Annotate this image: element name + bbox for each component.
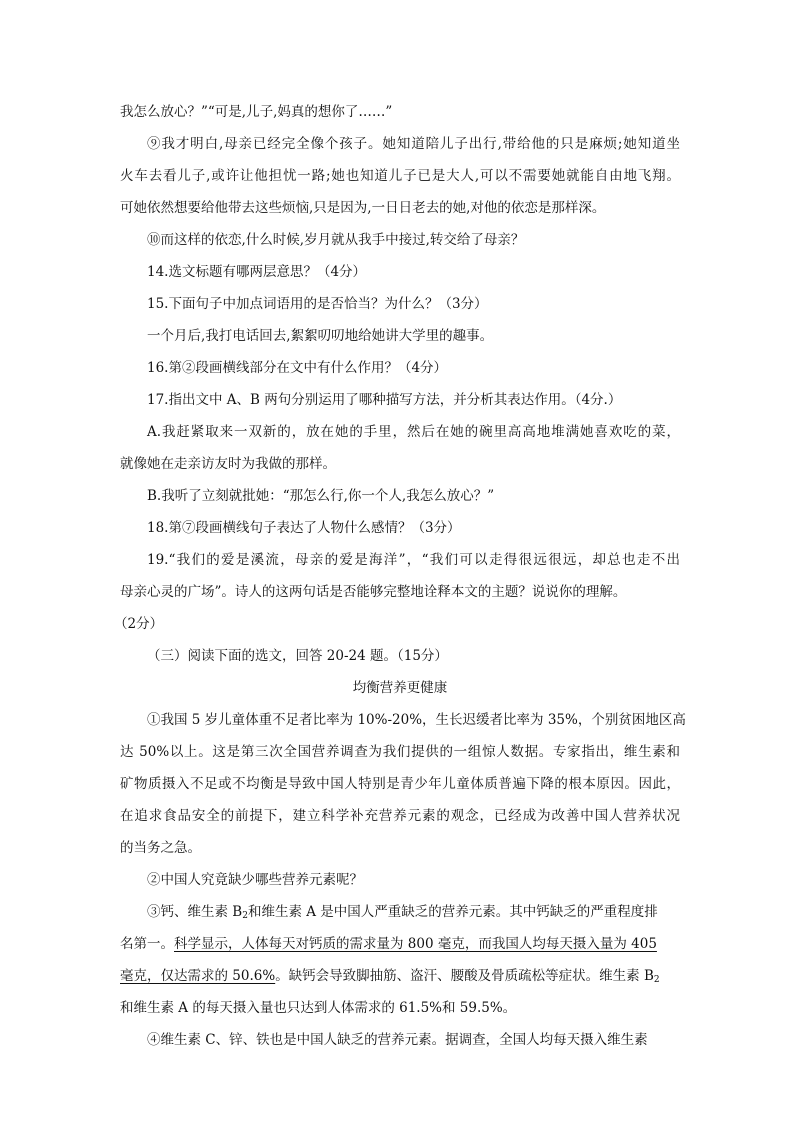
article-p3-line-4: 和维生素 A 的每天摄入量也只达到人体需求的 61.5%和 59.5%。	[120, 1000, 517, 1016]
subscript: 2	[242, 911, 248, 921]
article-p3-line-1	[120, 896, 680, 928]
article-p3-line-3	[120, 960, 680, 992]
question-15: 15.下面句子中加点词语用的是否恰当？为什么？（3分）	[147, 296, 488, 312]
article-p1-line-1: ①我国 5 岁儿童体重不足者比率为 10%-20%，生长迟缓者比率为 35%，个别贫困地区高	[147, 712, 686, 728]
article-title: 均衡营养更健康	[352, 680, 448, 696]
question-19-line-2: 母亲心灵的广场”。诗人的这两句话是否能够完整地诠释本文的主题？说说你的理解。	[120, 584, 627, 600]
question-17-b: B.我听了立刻就批她：“那怎么行,你一个人,我怎么放心？”	[147, 488, 495, 504]
article-p3-line-2	[120, 928, 680, 960]
paragraph-9-line-3: 可她依然想要给他带去这些烦恼,只是因为,一日日老去的她,对他的依恋是那样深。	[120, 200, 606, 216]
paragraph-9-line-2: 火车去看儿子,或许让他担忧一路;她也知道儿子已是大人,可以不需要她就能自由地飞翔。	[120, 168, 680, 184]
question-15-sentence: 一个月后,我打电话回去,絮絮叨叨地给她讲大学里的趣事。	[147, 328, 494, 344]
article-p1-line-3: 矿物质摄入不足或不均衡是导致中国人特别是青少年儿童体质普遍下降的根本原因。因此，	[120, 776, 680, 792]
paragraph-9-line-1: ⑨我才明白,母亲已经完全像个孩子。她知道陪儿子出行,带给他的只是麻烦;她知道坐	[147, 136, 680, 152]
question-19-score: （2分）	[114, 616, 164, 632]
question-18: 18.第⑦段画横线句子表达了人物什么感情？（3分）	[147, 520, 461, 536]
question-17: 17.指出文中 A、B 两句分别运用了哪种描写方法，并分析其表达作用。（4分.）	[147, 392, 622, 408]
document-page	[114, 96, 686, 1056]
article-p4-line-1: ④维生素 C、锌、铁也是中国人缺乏的营养元素。据调查，全国人均每天摄入维生素	[147, 1032, 648, 1048]
text-line: 我怎么放心？”“可是,儿子,妈真的想你了……”	[120, 104, 393, 120]
text-span: 。缺钙会导致脚抽筋、盗汗、腰酸及骨质疏松等症状。维生素 B	[275, 968, 654, 984]
subscript: 2	[653, 975, 660, 985]
text-span: ③钙、维生素 B	[147, 904, 243, 920]
article-p2: ②中国人究竟缺少哪些营养元素呢？	[147, 872, 363, 888]
article-p1-line-4: 在追求食品安全的前提下，建立科学补充营养元素的观念，已经成为改善中国人营养状况	[120, 808, 680, 824]
text-span: 名第一。	[120, 936, 174, 952]
paragraph-10: ⑩而这样的依恋,什么时候,岁月就从我手中接过,转交给了母亲？	[147, 232, 525, 248]
underlined-text: 毫克，仅达需求的 50.6%	[120, 968, 276, 984]
question-16: 16.第②段画横线部分在文中有什么作用？（4分）	[147, 360, 448, 376]
section-3-heading: （三）阅读下面的选文，回答 20-24 题。（15分）	[147, 648, 448, 664]
article-p1-line-5: 的当务之急。	[120, 840, 201, 856]
question-17-a-line-2: 就像她在走亲访友时为我做的那样。	[120, 456, 336, 472]
question-14: 14.选文标题有哪两层意思？（4分）	[147, 264, 367, 280]
article-p1-line-2: 达 50%以上。这是第三次全国营养调查为我们提供的一组惊人数据。专家指出，维生素和	[120, 744, 680, 760]
question-17-a-line-1: A.我赶紧取来一双新的，放在她的手里，然后在她的碗里高高地堆满她喜欢吃的菜，	[147, 424, 680, 440]
underlined-text: 科学显示，人体每天对钙质的需求量为 800 毫克，而我国人均每天摄入量为 405	[174, 936, 657, 952]
question-19-line-1: 19.“我们的爱是溪流，母亲的爱是海洋”，“我们可以走得很远很远，却总也走不出	[147, 552, 680, 568]
text-span: 和维生素 A 是中国人严重缺乏的营养元素。其中钙缺乏的严重程度排	[247, 904, 658, 920]
